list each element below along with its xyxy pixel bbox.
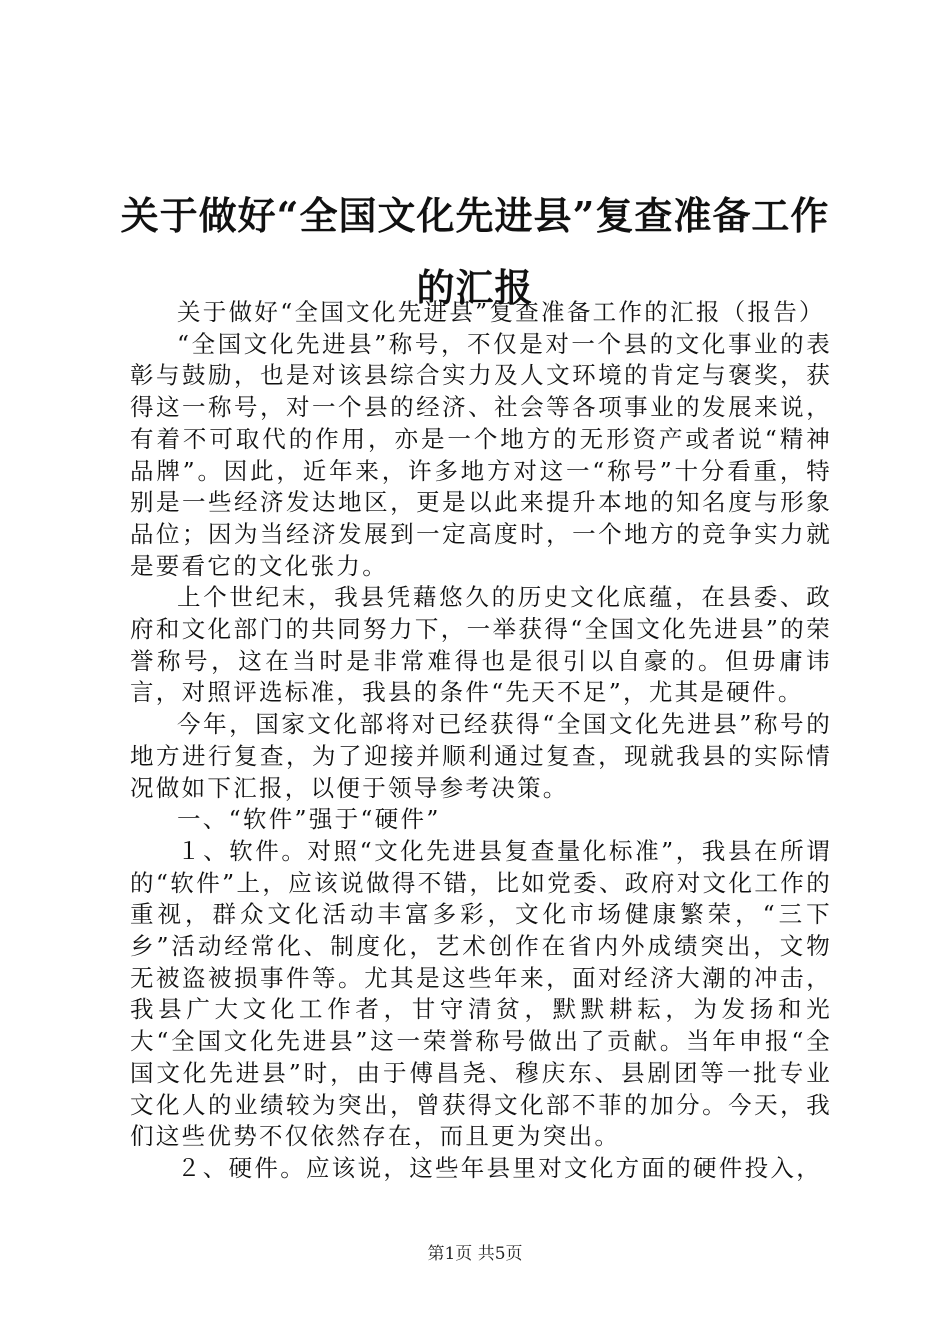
paragraph-intro: “全国文化先进县”称号，不仅是对一个县的文化事业的表彰与鼓励，也是对该县综合实力及人文环境的肯定与褒奖，获得这一称号，对一个县的经济、社会等各项事业的发展来说，有着不可取代的作用，亦是一个地方的无形资产或者说“精神品牌”。因此，近年来，许多地方对这一“称号”十分看重，特别是一些经济发达地区，更是以此来提升本地的知名度与形象品位；因为当经济发展到一定高度时，一个地方的竞争实力就是要看它的文化张力。 [130,329,832,580]
paragraph-software: １、软件。对照“文化先进县复查量化标准”，我县在所谓的“软件”上，应该说做得不错，比如党委、政府对文化工作的重视，群众文化活动丰富多彩，文化市场健康繁荣，“三下乡”活动经常化、制度化，艺术创作在省内外成绩突出，文物无被盗被损事件等。尤其是这些年来，面对经济大潮的冲击，我县广大文化工作者，甘守清贫，默默耕耘，为发扬和光大“全国文化先进县”这一荣誉称号做出了贡献。当年申报“全国文化先进县”时，由于傅昌尧、穆庆东、县剧团等一批专业文化人的业绩较为突出，曾获得文化部不菲的加分。今天，我们这些优势不仅依然存在，而且更为突出。 [130,836,832,1151]
paragraph-purpose: 今年，国家文化部将对已经获得“全国文化先进县”称号的地方进行复查，为了迎接并顺利通过复查，现就我县的实际情况做如下汇报，以便于领导参考决策。 [130,710,832,802]
page-footer: 第1页 共5页 [427,1244,523,1264]
paragraph-history: 上个世纪末，我县凭藉悠久的历史文化底蕴，在县委、政府和文化部门的共同努力下，一举获得“全国文化先进县”的荣誉称号，这在当时是非常难得也是很引以自豪的。但毋庸讳言，对照评选标准，我县的条件“先天不足”，尤其是硬件。 [130,583,832,707]
paragraph-hardware: ２、硬件。应该说，这些年县里对文化方面的硬件投入， [177,1153,822,1182]
section-heading-1: 一、“软件”强于“硬件” [177,805,441,834]
document-body [130,297,832,1185]
document-title: 关于做好“全国文化先进县”复查准备工作的汇报 [120,193,830,310]
paragraph-heading-repeat: 关于做好“全国文化先进县”复查准备工作的汇报（报告） [177,298,825,326]
